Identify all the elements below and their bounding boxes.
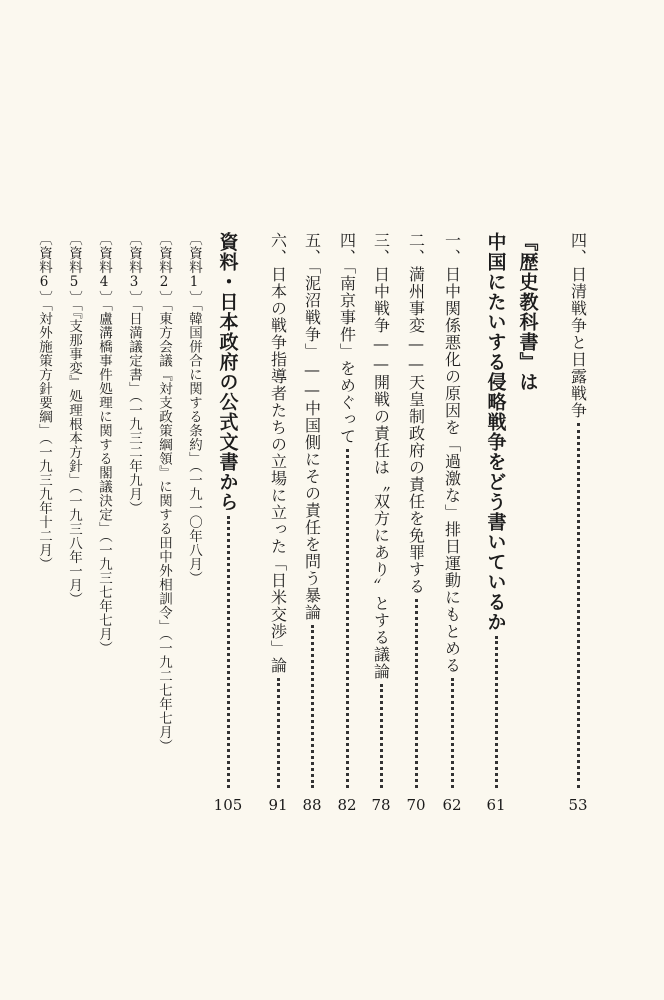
toc-entry bbox=[566, 232, 590, 792]
toc-entry bbox=[300, 232, 324, 792]
toc-page-number: 61 bbox=[486, 796, 506, 814]
toc-page-number: 82 bbox=[337, 796, 357, 814]
toc-page-number: 62 bbox=[442, 796, 462, 814]
toc-entry bbox=[335, 232, 359, 792]
toc-page-number: 70 bbox=[406, 796, 426, 814]
section-heading-text: 『歴史教科書』は bbox=[516, 232, 539, 392]
appendix-item bbox=[184, 232, 204, 792]
appendix-item bbox=[94, 232, 114, 792]
section-heading-text: 中国にたいする侵略戦争をどう書いているか bbox=[484, 232, 507, 632]
appendix-item-title: 〔資料3〕「日満議定書」（一九三二年九月） bbox=[126, 232, 142, 515]
appendix-item-title: 〔資料5〕「『支那事変』処理根本方針」（一九三八年一月） bbox=[66, 232, 82, 607]
toc-entry bbox=[440, 232, 464, 792]
appendix-item bbox=[64, 232, 84, 792]
leader-dots bbox=[380, 684, 383, 788]
section-heading bbox=[214, 232, 242, 792]
toc-entry-title: 三、日中戦争——開戦の責任は〝双方にあり〟とする議論 bbox=[371, 232, 391, 680]
leader-dots bbox=[495, 636, 498, 788]
leader-dots bbox=[227, 516, 230, 788]
toc-entry bbox=[266, 232, 290, 792]
toc-entry-title: 二、満州事変——天皇制政府の責任を免罪する bbox=[406, 232, 426, 595]
toc-page-number: 53 bbox=[568, 796, 588, 814]
toc-entry-title: 一、日中関係悪化の原因を「過激な」排日運動にもとめる bbox=[442, 232, 462, 674]
leader-dots bbox=[346, 449, 349, 788]
appendix-item-title: 〔資料1〕「韓国併合に関する条約」（一九一〇年八月） bbox=[186, 232, 202, 585]
toc-page-number: 88 bbox=[302, 796, 322, 814]
leader-dots bbox=[277, 678, 280, 788]
section-heading bbox=[514, 232, 542, 792]
toc-entry-title: 四、日清戦争と日露戦争 bbox=[568, 232, 588, 419]
appendix-item-title: 〔資料6〕「対外施策方針要綱」（一九三九年十二月） bbox=[36, 232, 52, 571]
leader-dots bbox=[451, 678, 454, 788]
appendix-item-title: 〔資料4〕「盧溝橋事件処理に関する閣議決定」（一九三七年七月） bbox=[96, 232, 112, 655]
toc-entry bbox=[404, 232, 428, 792]
leader-dots bbox=[311, 625, 314, 788]
toc-page-number: 91 bbox=[268, 796, 288, 814]
section-heading-text: 資料・日本政府の公式文書から bbox=[216, 232, 239, 512]
toc-page-number: 78 bbox=[371, 796, 391, 814]
appendix-item-title: 〔資料2〕「東方会議『対支政策綱領』に関する田中外相訓令」（一九二七年七月） bbox=[156, 232, 172, 753]
toc-entry-title: 六、日本の戦争指導者たちの立場に立った「日米交渉」論 bbox=[268, 232, 288, 674]
toc-entry bbox=[369, 232, 393, 792]
toc-entry-title: 四、「南京事件」をめぐって bbox=[337, 232, 357, 445]
toc-page-number: 105 bbox=[213, 796, 243, 814]
appendix-item bbox=[124, 232, 144, 792]
leader-dots bbox=[577, 423, 580, 788]
leader-dots bbox=[415, 599, 418, 788]
toc-entry-title: 五、「泥沼戦争」——中国側にその責任を問う暴論 bbox=[302, 232, 322, 621]
appendix-item bbox=[154, 232, 174, 792]
section-heading bbox=[482, 232, 510, 792]
appendix-item bbox=[34, 232, 54, 792]
